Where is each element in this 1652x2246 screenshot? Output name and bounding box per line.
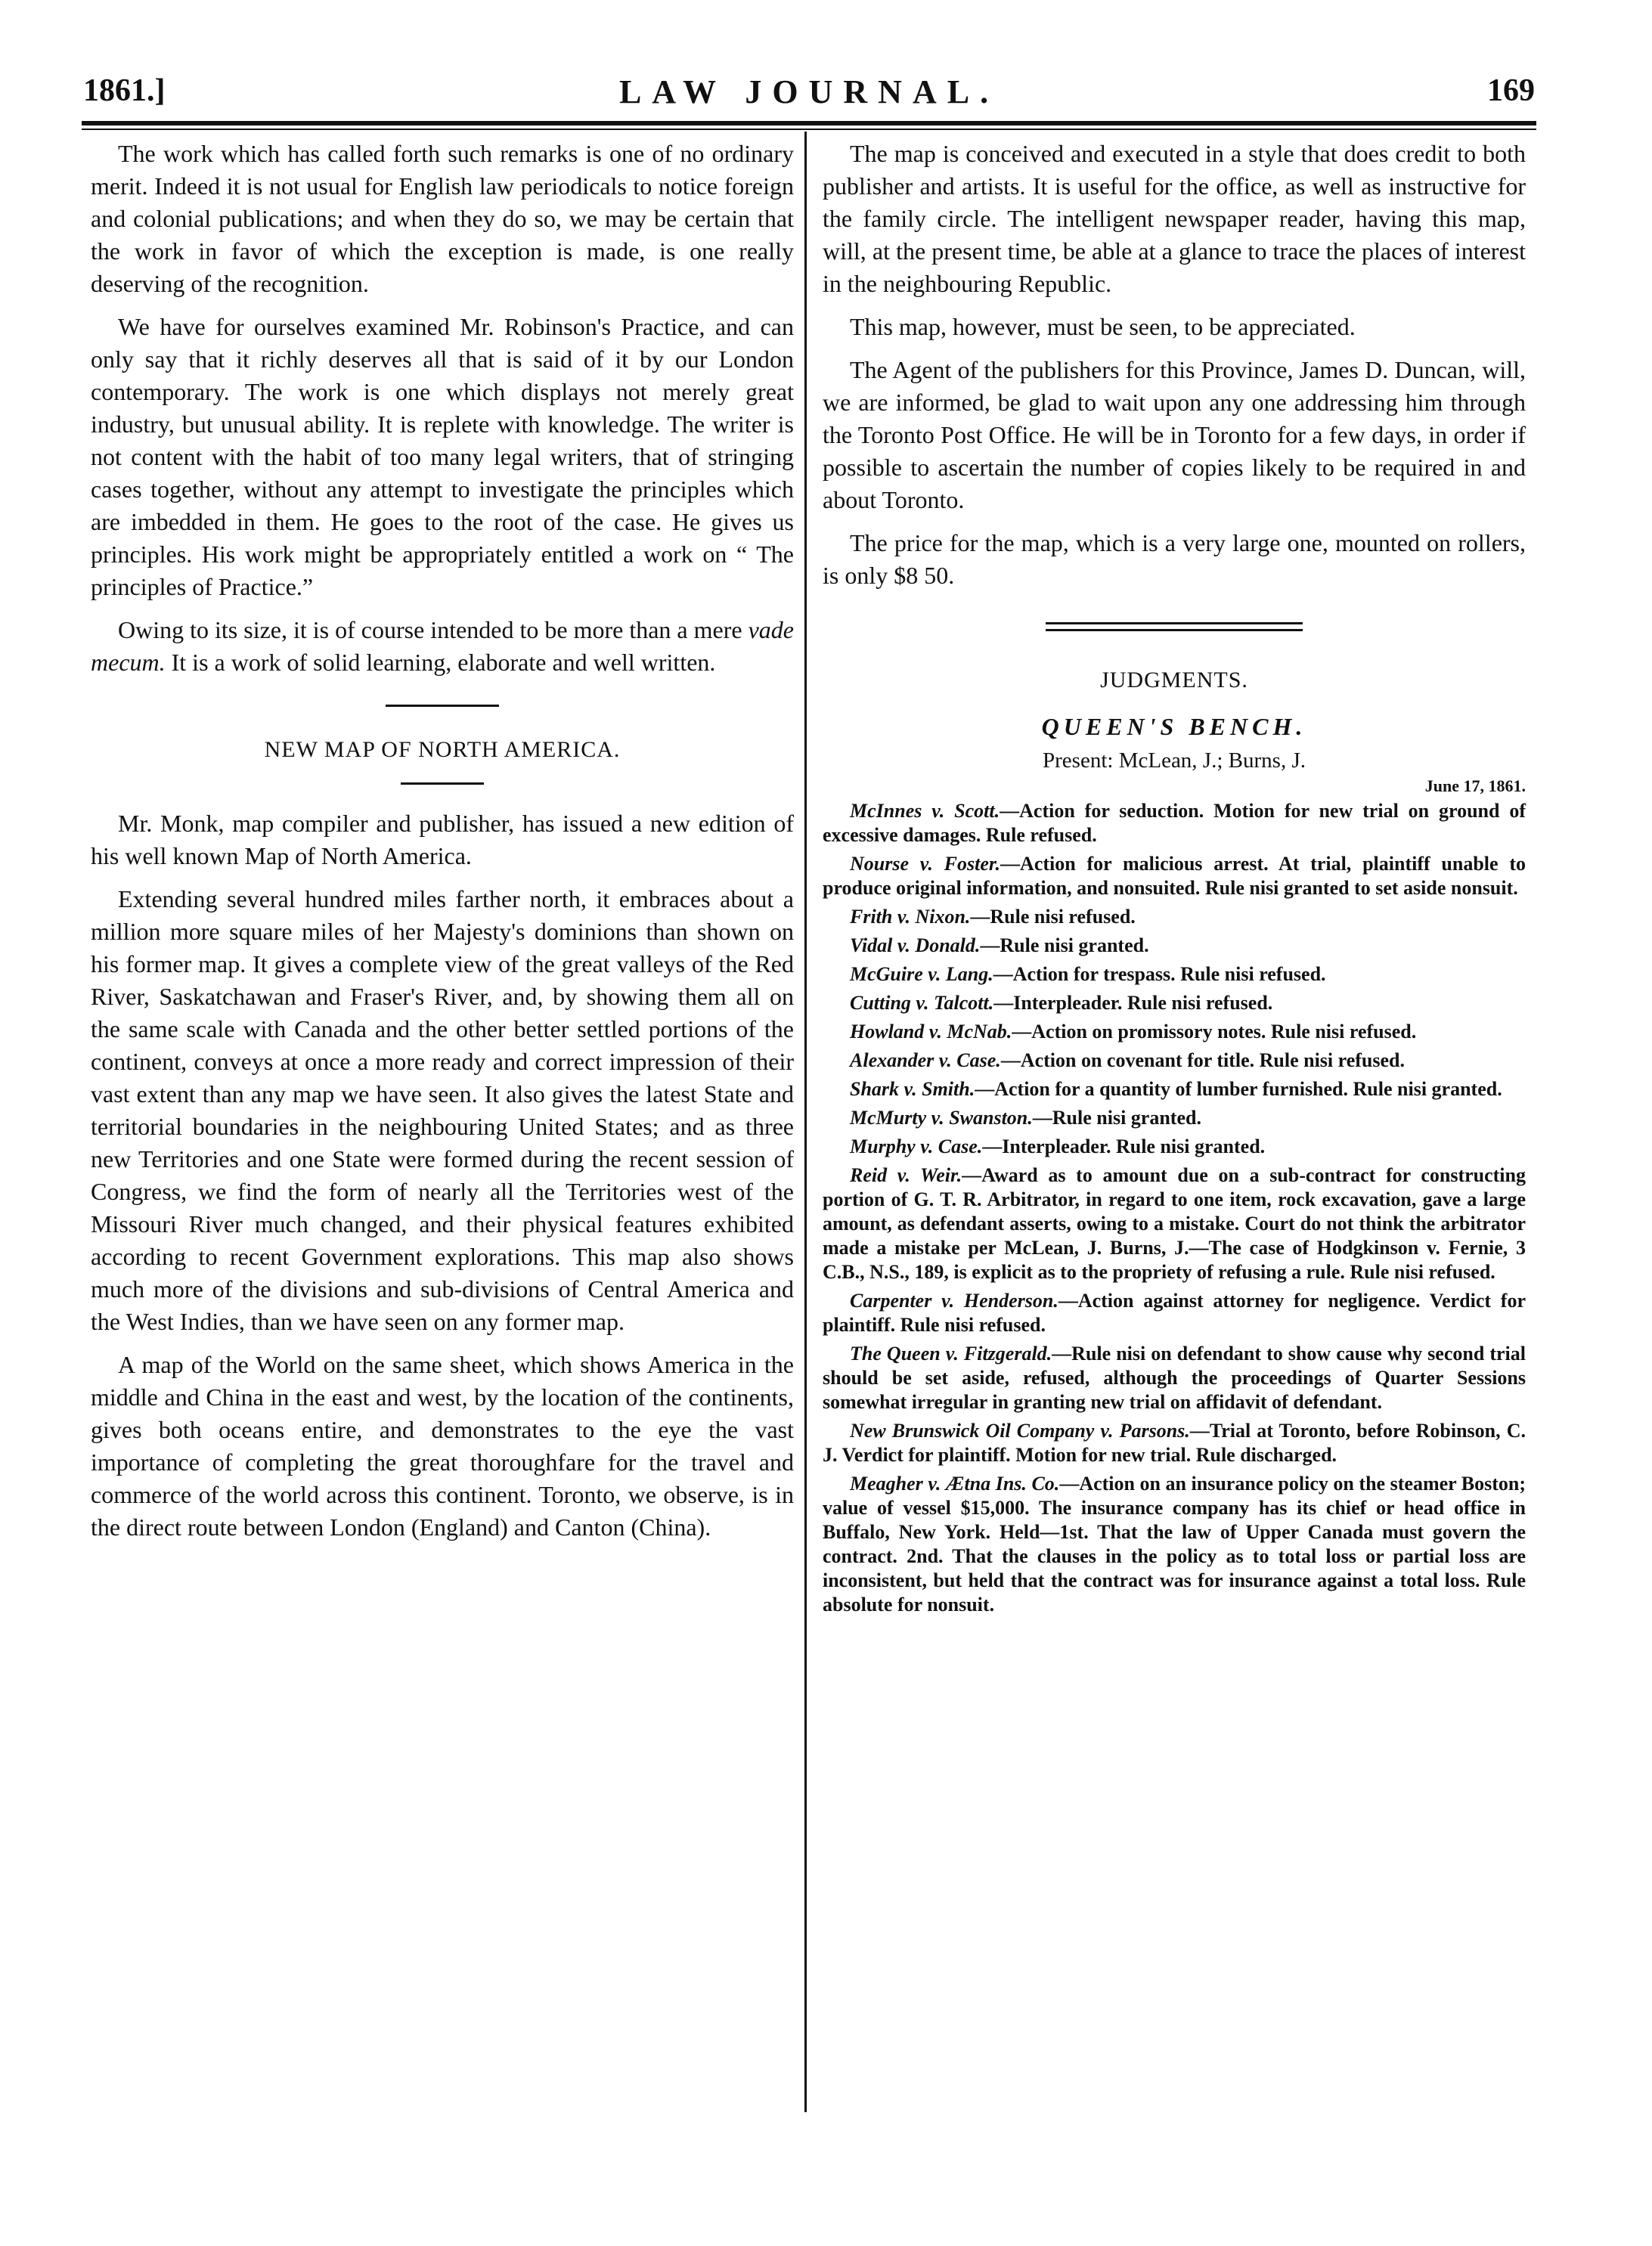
map-paragraph-4: The map is conceived and executed in a style that does credit to both publisher and artists. It is useful for the office, as well as instructive for the family circle. The intelligent newspaper reader, having this map, will, at the present time, be able at a glance to trace the places of interest in the neighbouring Republic. [823,140,1526,297]
case-entry [823,1163,1526,1284]
map-paragraph-7: The price for the map, which is a very large one, mounted on rollers, is only $8 50. [823,529,1526,589]
case-summary: —Interpleader. Rule nisi refused. [993,992,1273,1014]
case-name: Nourse v. Foster. [850,853,1001,875]
case-name: Carpenter v. Henderson. [850,1290,1058,1312]
map-paragraph-3: A map of the World on the same sheet, which shows America in the middle and China in the east and west, by the location of the continents, gives both oceans entire, and demonstrates to the eye the vast importance of completing the great thoroughfare for the travel and commerce of the world across this continent. Toronto, we observe, is in the direct route between London (England) and Canton (China). [91,1351,794,1541]
case-entry [823,799,1526,847]
review-paragraph-2: We have for ourselves examined Mr. Robinson's Practice, and can only say that it richly deserves all that is said of it by our London contemporary. The work is one which displays not merely great industry, but unusual ability. It is replete with knowledge. The writer is not content with the habit of too many legal writers, that of stringing cases together, without any attempt to investigate the principles which are imbedded in them. He goes to the root of the case. He gives us principles. His work might be appropriately entitled a work on “ The principles of Practice.” [91,313,794,600]
case-name: McInnes v. Scott. [850,800,1000,822]
case-name: Howland v. McNab. [850,1021,1012,1042]
case-summary: —Rule nisi granted. [1032,1107,1201,1129]
map-paragraph-6: The Agent of the publishers for this Province, James D. Duncan, will, we are informed, be glad to wait upon any one addressing him through the Toronto Post Office. He will be in Toronto for a few days, in order if possible to ascertain the number of copies likely to be required in and about Toronto. [823,356,1526,513]
case-summary: —Action for a quantity of lumber furnished. Rule nisi granted. [975,1078,1502,1100]
case-summary: —Rule nisi on defendant to show cause why second trial should be set aside, refused, although the proceedings of Quarter Sessions somewhat irregular in granting new trial on affidavit of defendant. [823,1343,1526,1413]
case-summary: —Action on an insurance policy on the steamer Boston; value of vessel $15,000. The insurance company has its chief or head office in Buffalo, New York. Held—1st. That the law of Upper Canada must govern the contract. 2nd. That the clauses in the policy as to total loss or partial loss are inconsistent, but held that the contract was for insurance against a total loss. Rule absolute for nonsuit. [823,1473,1526,1616]
case-summary: —Rule nisi granted. [980,934,1149,956]
court-name: QUEEN'S BENCH. [1041,713,1307,740]
map-paragraph-5: This map, however, must be seen, to be appreciated. [850,313,1356,340]
review-paragraph-1: The work which has called forth such remarks is one of no ordinary merit. Indeed it is not usual for English law periodicals to notice foreign and colonial publications; and when they do so, we may be certain that the work in favor of which the exception is made, is one really deserving of the recognition. [91,140,794,297]
case-entry [823,1049,1526,1073]
case-summary: —Interpleader. Rule nisi granted. [982,1135,1266,1157]
journal-title: LAW JOURNAL. [618,73,1000,110]
header-rule-thick [82,121,1536,125]
case-name: Cutting v. Talcott. [850,992,994,1014]
case-summary: —Action for malicious arrest. At trial, plaintiff unable to produce original information, and nonsuited. Rule nisi granted to set aside nonsuit. [823,853,1526,899]
right-column [823,138,1526,1622]
case-entry [823,1020,1526,1044]
case-entry [823,1342,1526,1414]
case-name: Reid v. Weir. [850,1164,962,1186]
case-entry [823,1077,1526,1101]
case-name: Frith v. Nixon. [850,906,971,928]
case-name: New Brunswick Oil Company v. Parsons. [850,1420,1190,1442]
case-name: McGuire v. Lang. [850,963,993,985]
present-judges: Present: McLean, J.; Burns, J. [1043,748,1306,773]
map-paragraph-2: Extending several hundred miles farther north, it embraces about a million more square miles of her Majesty's dominions than shown on his former map. It gives a complete view of the great valleys of the Red River, Saskatchawan and Fraser's River, and, by showing them all on the same scale with Canada and the other better settled portions of the continent, conveys at once a more ready and correct impression of their vast extent than any map we have seen. It also gives the latest State and territorial boundaries in the neighbouring United States; and as three new Territories and one State were formed during the recent session of Congress, we find the form of nearly all the Territories west of the Missouri River much changed, and their physical features exhibited according to recent Government explorations. This map also shows much more of the divisions and sub-divisions of Central America and the West Indies, than we have seen on any former map. [91,885,794,1335]
case-summary: —Rule nisi refused. [970,906,1136,928]
map-article-heading: NEW MAP OF NORTH AMERICA. [264,737,621,762]
case-entry [823,991,1526,1015]
left-column [91,138,794,1554]
case-summary: —Action against attorney for negligence. Verdict for plaintiff. Rule nisi refused. [823,1290,1526,1336]
case-summary: —Award as to amount due on a sub-contract for constructing portion of G. T. R. Arbitrator, in regard to one item, rock excavation, gave a large amount, as defendant asserts, owing to a mistake. Court do not think the arbitrator made a mistake per McLean, J. Burns, J.—The case of Hodgkinson v. Fernie, 3 C.B., N.S., 189, is explicit as to the propriety of refusing a rule. Rule nisi refused. [823,1164,1526,1283]
case-name: Vidal v. Donald. [850,934,981,956]
case-summary: —Trial at Toronto, before Robinson, C. J. Verdict for plaintiff. Motion for new trial. Rule discharged. [823,1420,1526,1466]
header-year: 1861.] [83,73,166,108]
case-entry [823,1135,1526,1159]
case-entry [823,934,1526,958]
case-entry [823,962,1526,987]
case-summary: —Action on promissory notes. Rule nisi refused. [1012,1021,1417,1042]
case-entry [823,1289,1526,1337]
review-paragraph-3 [91,614,794,679]
case-entry [823,905,1526,929]
owing-text-end: It is a work of solid learning, elaborate and well written. [165,649,716,676]
case-name: Murphy v. Case. [850,1135,983,1157]
page-number: 169 [1487,73,1535,108]
page-header [83,73,1535,118]
case-name: McMurty v. Swanston. [850,1107,1033,1129]
map-paragraph-1: Mr. Monk, map compiler and publisher, has issued a new edition of his well known Map of North America. [91,810,794,869]
case-name: The Queen v. Fitzgerald. [850,1343,1052,1365]
case-name: Meagher v. Ætna Ins. Co. [850,1473,1060,1495]
case-summary: —Action for seduction. Motion for new trial on ground of excessive damages. Rule refused. [823,800,1526,846]
case-entry [823,852,1526,900]
case-name: Shark v. Smith. [850,1078,975,1100]
case-summary: —Action for trespass. Rule nisi refused. [993,963,1326,985]
column-divider [804,132,807,2112]
case-list [823,799,1526,1617]
heading-underline [401,782,484,785]
double-rule [1046,622,1303,631]
case-summary: —Action on covenant for title. Rule nisi refused. [1000,1049,1405,1071]
case-entry [823,1472,1526,1617]
case-entry [823,1419,1526,1467]
judgment-date: June 17, 1861. [1424,776,1526,795]
header-rule-thin [82,129,1536,130]
owing-italic: vade mecum. [91,616,794,676]
owing-text-start: Owing to its size, it is of course intended to be more than a mere [118,616,749,643]
section-rule [386,705,499,707]
judgments-heading: JUDGMENTS. [1100,668,1248,692]
case-name: Alexander v. Case. [850,1049,1001,1071]
case-entry [823,1106,1526,1130]
